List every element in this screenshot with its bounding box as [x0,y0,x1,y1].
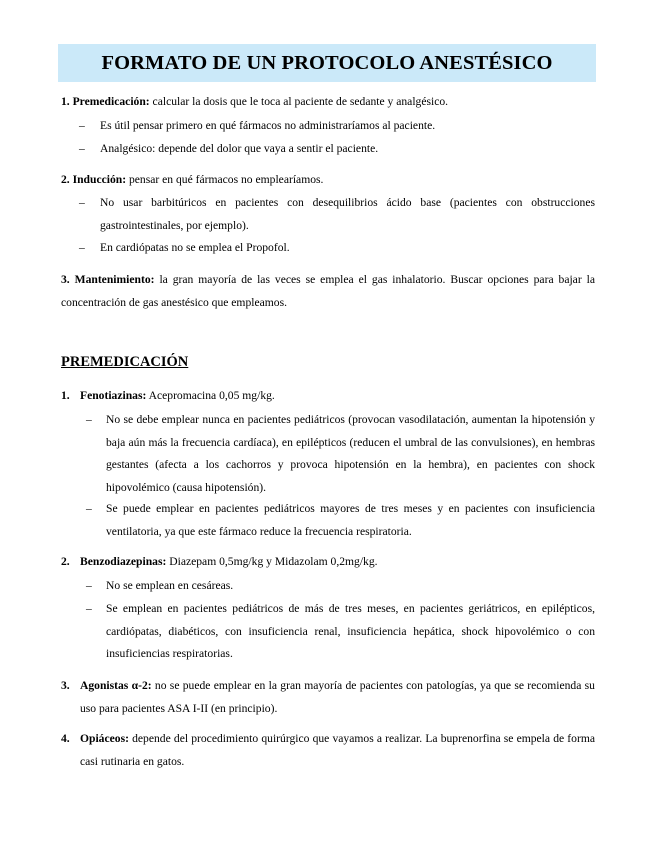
numbered-item-agonistas [61,675,595,720]
list-item-text: En cardiópatas no se emplea el Propofol. [100,241,290,254]
title-banner [58,44,596,82]
item-label: Benzodiazepinas: [80,555,167,568]
intro-induccion-text: pensar en qué fármacos no emplearíamos. [126,173,324,186]
dash-bullet: – [79,196,85,209]
list-item [79,192,595,237]
list-item [86,598,595,666]
list-item [79,138,599,161]
item-number: 1. [61,389,70,402]
intro-premedicacion-label: 1. Premedicación: [61,95,150,108]
dash-bullet: – [86,602,92,615]
dash-bullet: – [86,502,92,515]
list-item [79,115,599,138]
item-number: 2. [61,555,70,568]
list-item [86,575,595,598]
dash-bullet: – [86,413,92,426]
dash-bullet: – [79,142,85,155]
item-label: Fenotiazinas: [80,389,147,402]
item-text: Acepromacina 0,05 mg/kg. [146,389,275,402]
item-text: depende del procedimiento quirúrgico que vayamos a realizar. La buprenorfina se empela de forma casi rutinaria en gatos. [80,732,595,768]
list-item-text: Se emplean en pacientes pediátricos de más de tres meses, en pacientes geriátricos, en epilépticos, cardiópatas, diabéticos, con insuficiencia renal, insuficiencia hepática, shock hipovolémico o con insuficiencias respiratorias. [106,602,595,660]
intro-induccion [61,169,595,192]
list-item-text: Se puede emplear en pacientes pediátricos mayores de tres meses y en pacientes con insuficiencia ventilatoria, ya que este fármaco reduce la frecuencia respiratoria. [106,502,595,538]
numbered-item-benzodiazepinas [61,551,595,574]
intro-mantenimiento-text: la gran mayoría de las veces se emplea el gas inhalatorio. Buscar opciones para bajar la concentración de gas anestésico que empleamos. [61,273,595,309]
numbered-item-fenotiazinas [61,385,595,408]
intro-premedicacion [61,91,595,114]
item-number: 3. [61,679,70,692]
item-text: Diazepam 0,5mg/kg y Midazolam 0,2mg/kg. [166,555,378,568]
dash-bullet: – [79,119,85,132]
list-item [86,409,595,499]
list-item-text: No usar barbitúricos en pacientes con desequilibrios ácido base (pacientes con obstrucciones gastrointestinales, por ejemplo). [100,196,595,232]
list-item [79,237,599,260]
dash-bullet: – [86,579,92,592]
list-item-text: Es útil pensar primero en qué fármacos no administraríamos al paciente. [100,119,436,132]
numbered-item-opiaceos [61,728,595,773]
section-title: PREMEDICACIÓN [61,354,189,370]
dash-bullet: – [79,241,85,254]
item-text: no se puede emplear en la gran mayoría de pacientes con patologías, ya que se recomienda su uso para pacientes ASA I-II (en principio). [80,679,595,715]
intro-mantenimiento-label: 3. Mantenimiento: [61,273,155,286]
item-label: Opiáceos: [80,732,129,745]
intro-induccion-label: 2. Inducción: [61,173,127,186]
item-label: Agonistas α-2: [80,679,152,692]
document-title: FORMATO DE UN PROTOCOLO ANESTÉSICO [101,51,553,74]
list-item-text: Analgésico: depende del dolor que vaya a sentir el paciente. [100,142,379,155]
item-number: 4. [61,732,70,745]
list-item [86,498,595,543]
list-item-text: No se emplean en cesáreas. [106,579,234,592]
intro-premedicacion-text: calcular la dosis que le toca al paciente de sedante y analgésico. [149,95,449,108]
intro-mantenimiento [61,269,595,314]
list-item-text: No se debe emplear nunca en pacientes pediátricos (provocan vasodilatación, aumentan la hipotensión y baja aún más la frecuencia cardíaca), en epilépticos (reducen el umbral de las convulsiones), en hembras gestantes (afecta a los cachorros y provoca hipotensión en la hembra), en pacientes con shock hipovolémico (causa hipotensión). [106,413,595,494]
